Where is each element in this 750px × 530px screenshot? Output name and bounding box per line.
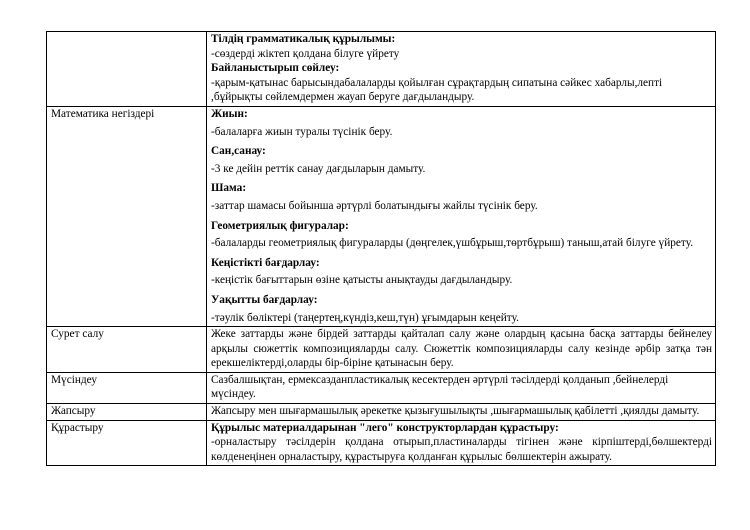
section-heading: Құрылыс материалдарынан "лего" конструкторлардан құрастыру: xyxy=(211,421,559,434)
subject-cell: Сурет салу xyxy=(47,327,207,373)
table-row xyxy=(47,404,716,421)
content-cell: Жапсыру мен шығармашылық әрекетке қызығушылықты ,шығармашылық қабілетті ,қиялды дамыту. xyxy=(207,404,716,421)
content-cell xyxy=(207,106,716,326)
section-text: -қарым-қатынас барысындабалаларды қойылған сұрақтардың сипатына сәйкес хабарлы,лепті ,бұйрықты сөйлемдермен жауап беруге дағдыландыру. xyxy=(211,76,663,104)
section-heading: Байланыстырып сөйлеу: xyxy=(211,62,340,75)
subject-cell xyxy=(47,32,207,107)
subject-cell: Жапсыру xyxy=(47,404,207,421)
section-heading: Шама: xyxy=(211,182,247,195)
section-text: -орналастыру тәсілдерін қолдана отырып,пластиналарды тігінен және кірпіштерді,бөлшектерді көлденеңінен орналастыру, құрастыруға қолданған құрылыс бөлшектерін ажырату. xyxy=(211,436,712,463)
section-heading: Тілдің грамматикалық құрылымы: xyxy=(211,33,396,45)
table-row xyxy=(47,420,716,466)
content-cell xyxy=(207,32,716,107)
content-cell: Сазбалшықтан, ермексазданпластикалық кесектерден әртүрлі тәсілдерді қолданып ,бейнелерді мүсіндеу. xyxy=(207,372,716,403)
subject-cell: Математика негіздері xyxy=(47,106,207,326)
section-heading: Уақытты бағдарлау: xyxy=(211,293,318,306)
section-heading: Сан,санау: xyxy=(211,145,266,158)
section-heading: Геометриялық фигуралар: xyxy=(211,219,349,232)
section-text: -кеңістік бағыттарын өзіне қатысты анықтауды дағдыландыру. xyxy=(211,274,513,287)
section-text: -заттар шамасы бойынша әртүрлі болатындығы жайлы түсінік беру. xyxy=(211,199,538,212)
section-text: -3 ке дейін реттік санау дағдыларын дамыту. xyxy=(211,162,426,175)
table-row xyxy=(47,327,716,373)
content-cell xyxy=(207,420,716,466)
curriculum-table xyxy=(46,31,716,466)
section-text: -тәулік бөліктері (таңертең,күндіз,кеш,түн) ұғымдарын кеңейту. xyxy=(211,311,519,324)
document-page xyxy=(46,31,712,466)
content-cell: Жеке заттарды және бірдей заттарды қайталап салу және олардың қасына басқа заттарды бейнелеу арқылы сюжеттік композицияларды салу. Сюжеттік композицияларды салу кезінде әрбір затқа тән ерекшеліктерді,оларды бір-біріне қатынасын беру. xyxy=(207,327,716,373)
section-text: -сөздерді жіктеп қолдана білуге үйрету xyxy=(211,47,400,60)
table-row xyxy=(47,32,716,107)
section-text: -балаларға жиын туралы түсінік беру. xyxy=(211,125,393,138)
subject-cell: Құрастыру xyxy=(47,420,207,466)
table-row xyxy=(47,372,716,403)
section-text: -балаларды геометриялық фигураларды (дөңгелек,үшбұрыш,төртбұрыш) таныш,атай білуге үйрету. xyxy=(211,237,694,250)
section-heading: Жиын: xyxy=(211,107,248,120)
subject-cell: Мүсіндеу xyxy=(47,372,207,403)
section-heading: Кеңістікті бағдарлау: xyxy=(211,256,320,269)
table-row xyxy=(47,106,716,326)
